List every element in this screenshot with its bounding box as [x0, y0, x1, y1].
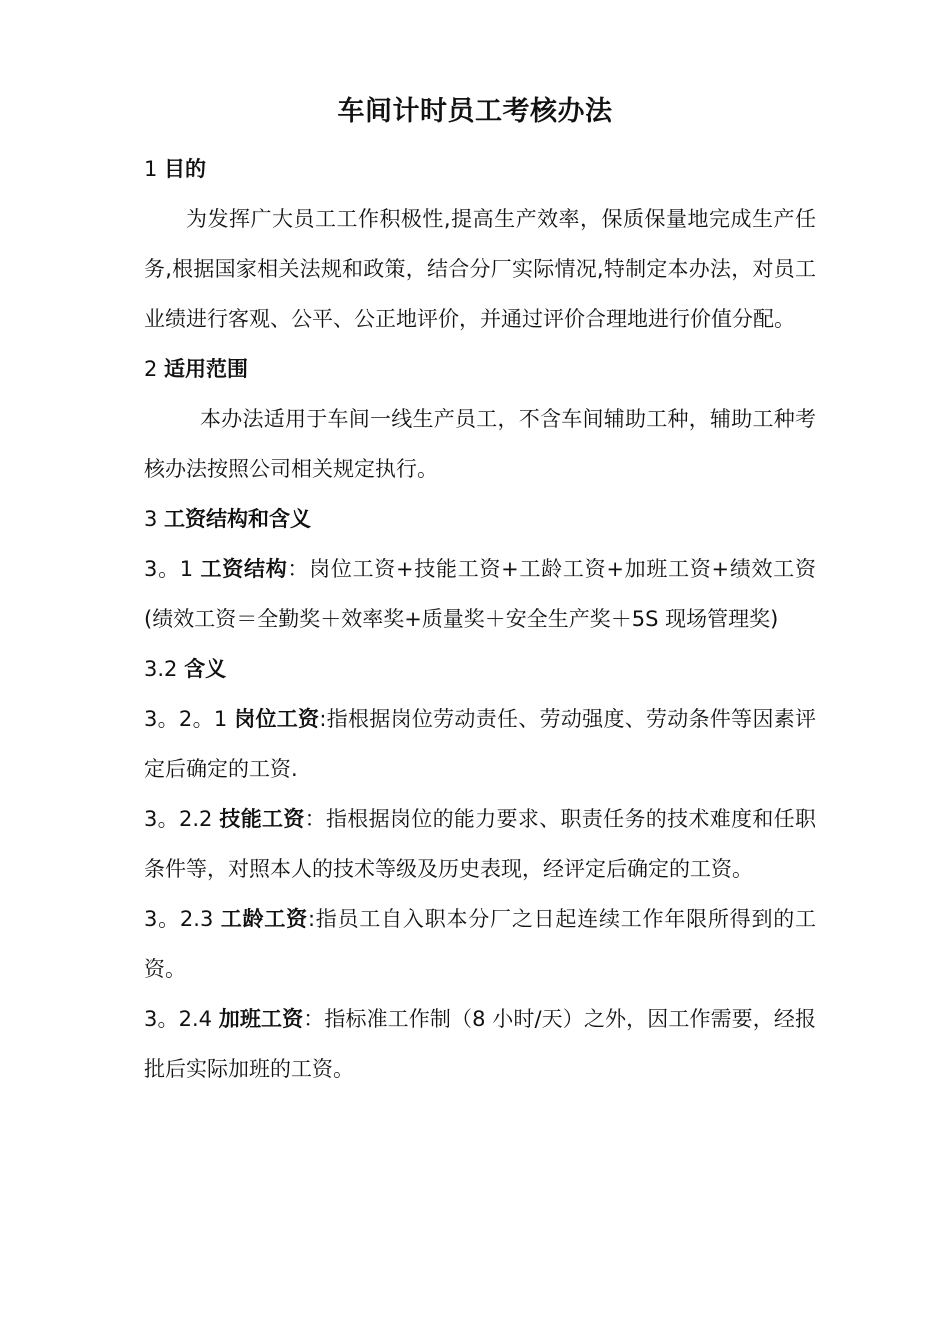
clause-3-2-3	[144, 894, 816, 994]
clause-label: 技能工资	[219, 807, 305, 831]
section-paragraph-purpose: 为发挥广大员工工作积极性,提高生产效率，保质保量地完成生产任务,根据国家相关法规和政策，结合分厂实际情况,特制定本办法，对员工业绩进行客观、公平、公正地评价，并通过评价合理地进行价值分配。	[144, 207, 816, 331]
clause-3-2-4	[144, 994, 816, 1094]
clause-text: :指员工自入职本分厂之日起连续工作年限所得到的工资。	[144, 907, 817, 981]
section-number: 3.2	[144, 657, 185, 681]
clause-text: ：指标准工作制（8 小时/天）之外，因工作需要，经报批后实际加班的工资。	[144, 1007, 817, 1081]
section-number: 1	[144, 157, 165, 181]
section-title: 目的	[164, 157, 207, 181]
clause-label: 工资结构	[200, 557, 288, 581]
clause-label: 加班工资	[218, 1007, 304, 1031]
clause-number: 3。2.3	[144, 907, 221, 931]
section-title: 工资结构和含义	[164, 507, 312, 531]
clause-3-2-1	[144, 694, 816, 794]
document-body	[144, 144, 816, 1094]
clause-text: :指根据岗位劳动责任、劳动强度、劳动条件等因素评定后确定的工资.	[144, 707, 817, 781]
clause-number: 3。1	[144, 557, 201, 581]
section-title: 含义	[184, 657, 227, 681]
section-heading-purpose	[144, 144, 816, 194]
section-paragraph-scope: 本办法适用于车间一线生产员工，不含车间辅助工种，辅助工种考核办法按照公司相关规定执行。	[144, 407, 816, 481]
clause-3-1	[144, 544, 816, 644]
clause-label: 岗位工资	[234, 707, 320, 731]
section-number: 3	[144, 507, 165, 531]
clause-number: 3。2.2	[144, 807, 220, 831]
section-heading-meaning	[144, 644, 816, 694]
clause-number: 3。2.4	[144, 1007, 219, 1031]
clause-label: 工龄工资	[220, 907, 308, 931]
section-title: 适用范围	[164, 357, 249, 381]
section-heading-scope	[144, 344, 816, 394]
section-heading-wage-structure	[144, 494, 816, 544]
document-title: 车间计时员工考核办法	[337, 96, 613, 127]
section-number: 2	[144, 357, 165, 381]
clause-number: 3。2。1	[144, 707, 235, 731]
clause-text: ：岗位工资+技能工资+工龄工资+加班工资+绩效工资(绩效工资＝全勤奖＋效率奖+质量奖＋安全生产奖＋5S 现场管理奖)	[144, 557, 816, 631]
clause-3-2-2	[144, 794, 816, 894]
clause-text: ：指根据岗位的能力要求、职责任务的技术难度和任职条件等，对照本人的技术等级及历史表现，经评定后确定的工资。	[144, 807, 817, 881]
